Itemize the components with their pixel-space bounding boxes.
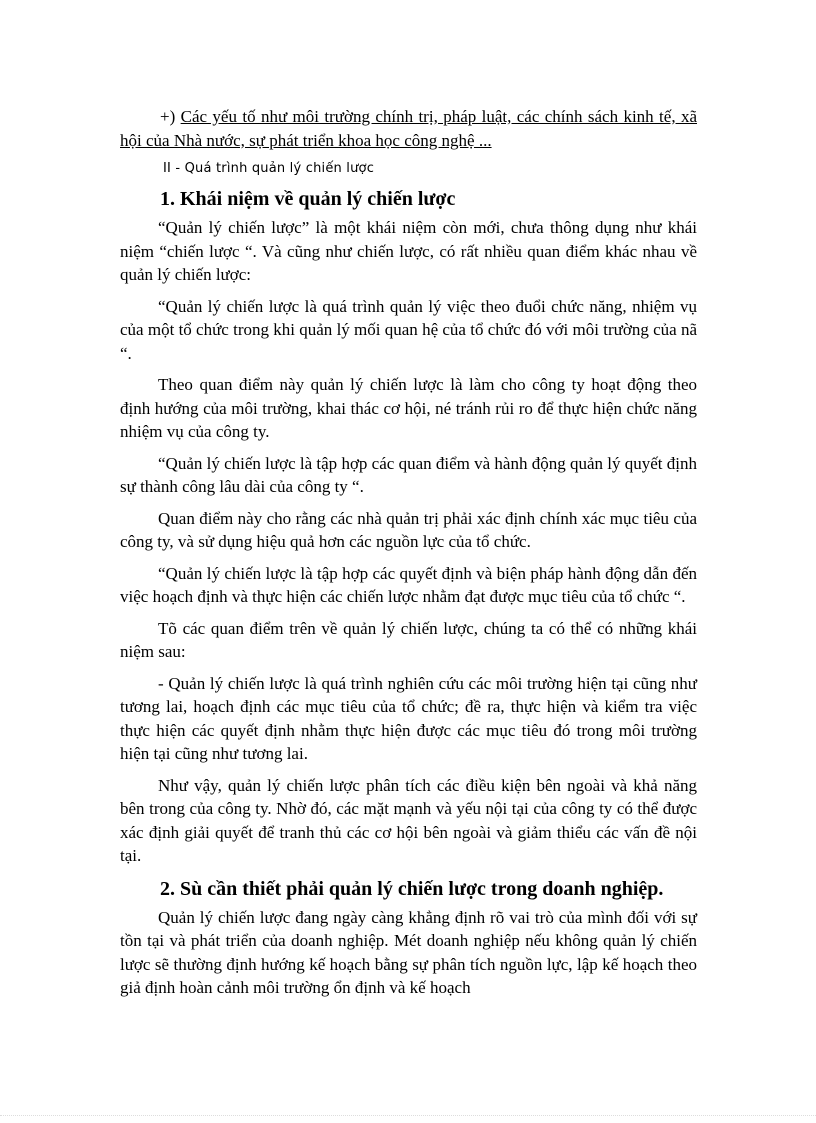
paragraph-10: Quản lý chiến lược đang ngày càng khẳng định rõ vai trò của mình đối với sự tồn tại và phát triển của doanh nghiệp. Mét doanh nghiệp nếu không quản lý chiến lược sẽ thường định hướng kế hoạch bằng sự phân tích nguồn lực, lập kế hoạch theo giả định hoàn cảnh môi trường ổn định và kế hoạch — [120, 907, 697, 997]
paragraph-8: - Quản lý chiến lược là quá trình nghiên cứu các môi trường hiện tại cũng như tương lai, hoạch định các mục tiêu của tổ chức; đề ra, thực hiện và kiểm tra việc thực hiện các quyết định nhằm thực hiện được các mục tiêu đó trong môi trường hiện tại cũng như tương lai. — [120, 673, 697, 763]
paragraph-1: “Quản lý chiến lược” là một khái niệm còn mới, chưa thông dụng như khái niệm “chiến lược “. Và cũng như chiến lược, có rất nhiều quan điểm khác nhau về quản lý chiến lược: — [120, 218, 697, 284]
paragraph-9: Như vậy, quản lý chiến lược phân tích các điều kiện bên ngoài và khả năng bên trong của công ty. Nhờ đó, các mặt mạnh và yếu nội tại của công ty có thể được xác định giải quyết để tranh thủ các cơ hội bên ngoài và giảm thiểu các vấn đề nội tại. — [120, 775, 697, 865]
intro-prefix: +) — [160, 107, 181, 126]
page-bottom-rule — [0, 1115, 816, 1116]
intro-line — [120, 105, 697, 152]
page-content — [120, 105, 697, 1008]
heading-2: 2. Sù cần thiết phải quản lý chiến lược trong doanh nghiệp. — [160, 877, 664, 900]
heading-1: 1. Khái niệm về quản lý chiến lược — [160, 188, 456, 210]
paragraph-4: “Quản lý chiến lược là tập hợp các quan điểm và hành động quản lý quyết định sự thành công lâu dài của công ty “. — [120, 453, 697, 496]
paragraph-6: “Quản lý chiến lược là tập hợp các quyết định và biện pháp hành động dẫn đến việc hoạch định và thực hiện các chiến lược nhằm đạt được mục tiêu của tổ chức “. — [120, 563, 697, 606]
paragraph-5: Quan điểm này cho rằng các nhà quản trị phải xác định chính xác mục tiêu của công ty, và sử dụng hiệu quả hơn các nguồn lực của tổ chức. — [120, 508, 697, 551]
section-heading: II - Quá trình quản lý chiến lược — [163, 161, 375, 176]
paragraph-3: Theo quan điểm này quản lý chiến lược là làm cho công ty hoạt động theo định hướng của môi trường, khai thác cơ hội, né tránh rủi ro để thực hiện chức năng nhiệm vụ của công ty. — [120, 375, 697, 441]
intro-underlined-text: Các yếu tố như môi trường chính trị, pháp luật, các chính sách kinh tế, xã hội của Nhà nước, sự phát triển khoa học công nghệ ... — [120, 107, 697, 150]
paragraph-2: “Quản lý chiến lược là quá trình quản lý việc theo đuổi chức năng, nhiệm vụ của một tổ chức trong khi quản lý mối quan hệ của tổ chức đó với môi trường của nã “. — [120, 296, 697, 363]
paragraph-7: Tõ các quan điểm trên về quản lý chiến lược, chúng ta có thể có những khái niệm sau: — [120, 618, 697, 661]
